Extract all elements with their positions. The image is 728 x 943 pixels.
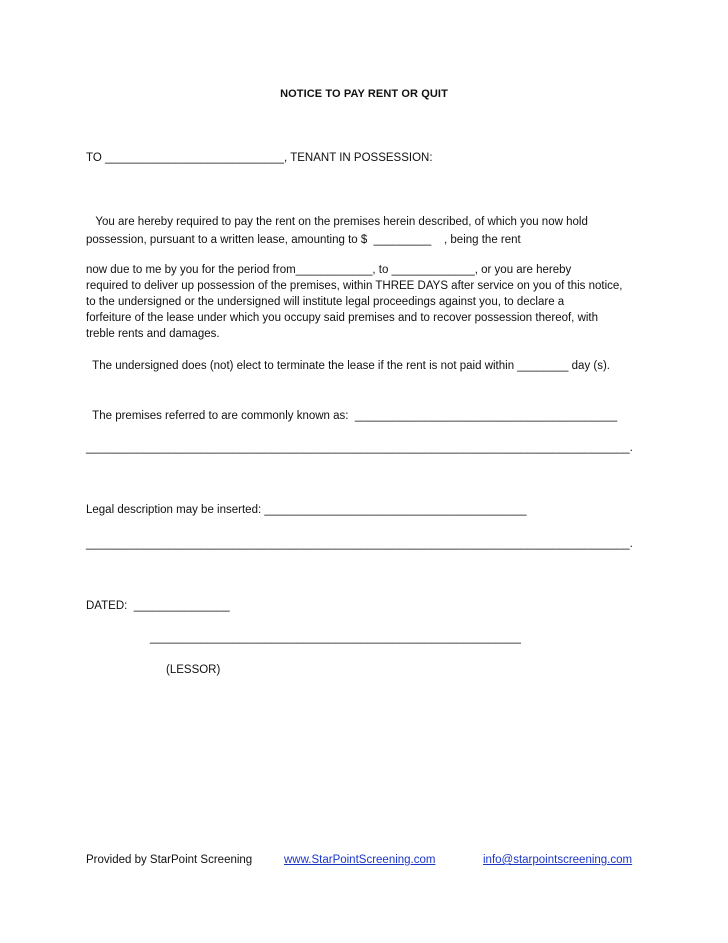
terminate-lease-line: The undersigned does (not) elect to terminate the lease if the rent is not paid within ________ day (s). — [86, 360, 610, 372]
footer-email-link[interactable]: info@starpointscreening.com — [483, 854, 633, 866]
dated-line: DATED: _______________ — [86, 600, 230, 612]
signature-line: __________________________________________________________ — [150, 632, 521, 644]
legal-description-line-1: Legal description may be inserted: _________________________________________ — [86, 504, 527, 516]
notice-paragraph: now due to me by you for the period from____________, to _____________, or you are hereby required to deliver up possession of the premises, within THREE DAYS after service on you of this notice, to the undersigned or the undersigned will institute legal proceedings against you, to declare a forfeiture of the lease under which you occupy said premises and to recover possession thereof, with treble rents and damages. — [86, 264, 623, 340]
rent-requirement-line-2: possession, pursuant to a written lease, amounting to $ _________ , being the rent — [86, 234, 521, 246]
lessor-label: (LESSOR) — [166, 664, 221, 676]
premises-line-2: _____________________________________________________________________________________. — [86, 442, 633, 454]
document-title: NOTICE TO PAY RENT OR QUIT — [280, 88, 448, 100]
footer — [86, 852, 646, 868]
footer-provided-by: Provided by StarPoint Screening — [86, 854, 253, 866]
premises-line-1: The premises referred to are commonly known as: _________________________________________ — [86, 410, 618, 422]
footer-website-link[interactable]: www.StarPointScreening.com — [284, 854, 436, 866]
tenant-line: TO ____________________________, TENANT IN POSSESSION: — [86, 152, 433, 164]
rent-requirement-line-1: You are hereby required to pay the rent on the premises herein described, of which you now hold — [86, 216, 588, 228]
legal-description-line-2: _____________________________________________________________________________________. — [86, 538, 633, 550]
